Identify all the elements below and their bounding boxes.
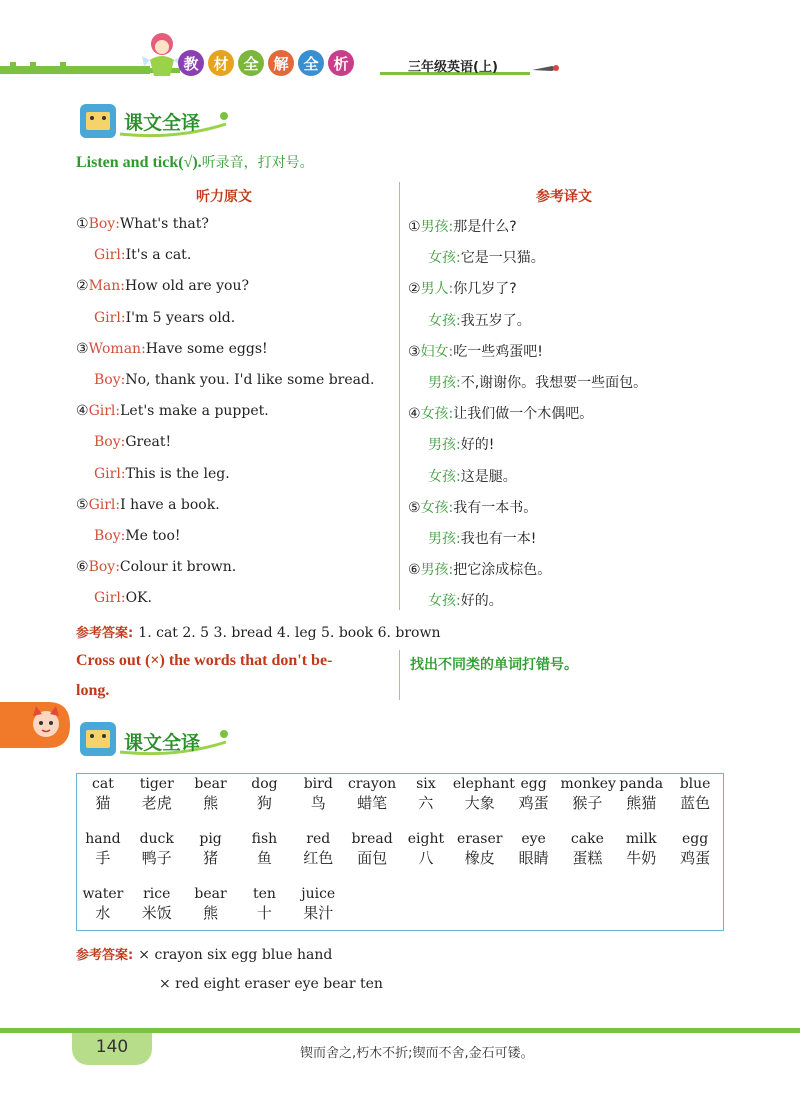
vocab-item <box>238 831 292 868</box>
item-number: ② <box>76 278 89 295</box>
vocab-word: pig <box>199 831 222 847</box>
utterance: Have some eggs! <box>145 340 268 357</box>
page-number: 140 <box>95 1037 129 1057</box>
vocab-meaning: 鸭子 <box>141 849 172 867</box>
item-number: ③ <box>76 340 89 357</box>
vocab-word: cake <box>570 831 604 847</box>
speaker: Girl: <box>88 403 121 420</box>
utterance: OK. <box>125 590 152 607</box>
vocab-word: panda <box>619 776 664 792</box>
cross-out-instruction-line1: Cross out (×) the words that don't be- <box>76 652 333 669</box>
vocab-item <box>614 776 668 813</box>
dialogue-line <box>76 341 268 357</box>
speaker-cn: 女孩: <box>428 468 461 485</box>
cross-out-instruction-cn: 找出不同类的单词打错号。 <box>410 657 578 673</box>
vocab-meaning: 猪 <box>203 849 219 867</box>
utterance: I'm 5 years old. <box>125 309 236 326</box>
utterance: Great! <box>125 434 172 451</box>
speaker-cn: 男孩: <box>420 219 454 235</box>
vocab-meaning: 手 <box>95 849 111 867</box>
translation-line <box>428 310 531 330</box>
vocab-word: ten <box>252 886 276 902</box>
side-tab-mascot <box>0 702 70 748</box>
translation-line <box>408 559 551 579</box>
column-divider <box>399 182 400 610</box>
vocab-meaning: 熊 <box>203 904 219 922</box>
vocab-word: bird <box>303 776 333 792</box>
utterance: What's that? <box>119 216 209 232</box>
vocab-item <box>76 776 130 813</box>
vocab-word: eye <box>521 831 546 847</box>
instruction-en: Listen and tick(√). <box>76 154 202 171</box>
vocab-meaning: 鸡蛋 <box>680 849 711 867</box>
answer-label-2: 参考答案: <box>76 948 134 963</box>
translation: 让我们做一个木偶吧。 <box>453 406 594 423</box>
header-stripe <box>0 62 800 76</box>
utterance: Let's make a puppet. <box>120 403 269 420</box>
vocab-word: bear <box>194 886 227 902</box>
vocab-word: blue <box>679 776 711 792</box>
vocab-meaning: 果汁 <box>303 904 334 922</box>
vocab-meaning: 熊猫 <box>626 794 657 812</box>
vocab-meaning: 鱼 <box>256 849 272 867</box>
answer-label: 参考答案: <box>76 626 134 641</box>
item-number: ③ <box>408 343 421 360</box>
translation: 你几岁了? <box>453 281 517 298</box>
translation: 不,谢谢你。我想要一些面包。 <box>460 375 648 391</box>
utterance: I have a book. <box>120 496 220 513</box>
vocab-item <box>76 831 130 868</box>
item-number: ② <box>408 281 421 298</box>
vocab-word: egg <box>681 831 709 847</box>
vocab-word: tiger <box>139 776 174 792</box>
vocab-meaning: 六 <box>418 794 434 812</box>
translation: 这是腿。 <box>460 468 517 485</box>
item-number: ④ <box>76 403 89 420</box>
translation-line <box>428 528 536 548</box>
item-number: ⑤ <box>408 499 421 516</box>
title-char: 材 <box>208 50 234 76</box>
section-title: 课文全译 <box>124 112 201 134</box>
vocab-meaning: 面包 <box>357 849 388 867</box>
speaker-cn: 男孩: <box>428 437 461 454</box>
item-number: ① <box>408 219 421 235</box>
dialogue-line <box>76 278 249 294</box>
book-title <box>178 50 354 76</box>
vocab-word: bear <box>194 776 227 792</box>
vocab-item <box>291 776 345 813</box>
vocab-meaning: 橡皮 <box>464 849 495 867</box>
translation-line <box>408 278 517 298</box>
vocab-meaning: 水 <box>95 904 111 922</box>
speaker: Boy: <box>88 216 120 232</box>
speaker-cn: 女孩: <box>428 312 461 329</box>
dialogue-line <box>94 590 152 606</box>
answer-row-1 <box>76 622 440 641</box>
dialogue-line <box>76 403 269 419</box>
speaker-cn: 男孩: <box>428 531 461 547</box>
translation: 那是什么? <box>453 219 517 235</box>
vocab-word: crayon <box>347 776 397 792</box>
vocab-word: milk <box>625 831 657 847</box>
vocab-meaning: 鸡蛋 <box>518 794 549 812</box>
speaker: Girl: <box>94 590 126 607</box>
title-char: 全 <box>298 50 324 76</box>
translation-line <box>408 403 593 423</box>
vocab-word: juice <box>301 886 336 902</box>
translation-line <box>408 497 537 517</box>
pencil-icon <box>530 62 560 74</box>
listen-instruction <box>76 152 314 172</box>
speaker: Boy: <box>94 434 126 451</box>
vocab-meaning: 米饭 <box>141 904 172 922</box>
translation: 我有一本书。 <box>453 499 538 516</box>
vocab-item <box>184 831 238 868</box>
vocab-word: fish <box>251 831 278 847</box>
answer-line-1: × crayon six egg blue hand <box>138 947 333 963</box>
vocab-meaning: 蓝色 <box>680 794 711 812</box>
speaker: Boy: <box>94 372 126 388</box>
dialogue-line <box>94 310 235 326</box>
translation: 把它涂成棕色。 <box>453 562 552 579</box>
speaker: Girl: <box>94 465 126 482</box>
vocab-meaning: 蜡笔 <box>357 794 388 812</box>
vocab-item <box>184 776 238 813</box>
vocab-item <box>130 886 184 923</box>
vocab-item <box>238 886 292 923</box>
vocab-word: duck <box>139 831 174 847</box>
utterance: It's a cat. <box>125 247 192 264</box>
vocab-meaning: 大象 <box>464 794 495 812</box>
utterance: How old are you? <box>124 278 250 295</box>
dialogue-line <box>76 497 220 513</box>
vocab-item <box>507 831 561 868</box>
dialogue-line <box>94 466 230 482</box>
answer-row-2 <box>76 944 332 963</box>
vocab-meaning: 红色 <box>303 849 334 867</box>
vocab-item <box>76 886 130 923</box>
vocab-meaning: 眼睛 <box>518 849 549 867</box>
utterance: Me too! <box>125 528 181 544</box>
vocab-meaning: 蛋糕 <box>572 849 603 867</box>
item-number: ⑤ <box>76 496 89 513</box>
speaker: Girl: <box>94 309 126 326</box>
speaker-cn: 女孩: <box>428 593 461 610</box>
title-char: 析 <box>328 50 354 76</box>
translation: 好的! <box>460 437 495 454</box>
dialogue-line <box>94 528 181 544</box>
dialogue-line <box>94 434 171 450</box>
vocab-item <box>561 831 615 868</box>
translation: 吃一些鸡蛋吧! <box>453 343 543 360</box>
translation-line <box>408 341 543 361</box>
item-number: ⑥ <box>76 559 89 576</box>
translation: 我五岁了。 <box>460 312 531 329</box>
speaker-cn: 女孩: <box>428 250 461 267</box>
col-right-title: 参考译文 <box>536 189 592 205</box>
dialogue-line <box>94 372 374 388</box>
translation: 我也有一本! <box>460 531 537 547</box>
dialogue-line <box>76 216 209 232</box>
vocab-word: water <box>82 886 124 902</box>
vocab-item <box>507 776 561 813</box>
translation-line <box>428 247 545 267</box>
section-title-2: 课文全译 <box>124 732 201 754</box>
vocab-word: monkey <box>560 776 616 792</box>
translation-line <box>428 372 647 392</box>
col-left-title: 听力原文 <box>196 189 252 205</box>
utterance: This is the leg. <box>125 465 230 482</box>
vocab-item <box>399 776 453 813</box>
vocab-item <box>453 831 507 868</box>
book-subtitle: 三年级英语(上) <box>408 60 498 75</box>
vocab-item <box>452 776 515 813</box>
speaker-cn: 男人: <box>420 281 454 298</box>
vocab-item <box>238 776 292 813</box>
vocab-item <box>345 776 399 813</box>
speaker: Girl: <box>94 247 126 264</box>
vocab-item <box>668 831 722 868</box>
vocab-item <box>184 886 238 923</box>
speaker: Woman: <box>88 340 146 357</box>
vocab-word: eight <box>407 831 445 847</box>
item-number: ④ <box>408 406 421 423</box>
title-char: 解 <box>268 50 294 76</box>
vocab-item <box>399 831 453 868</box>
vocab-meaning: 鸟 <box>310 794 326 812</box>
vocab-word: rice <box>143 886 171 902</box>
translation-line <box>428 466 517 486</box>
item-number: ⑥ <box>408 562 421 579</box>
speaker-cn: 女孩: <box>420 406 454 423</box>
vocab-item <box>345 831 399 868</box>
vocab-word: elephant <box>452 776 515 792</box>
footer-motto: 锲而舍之,朽木不折;锲而不舍,金石可镂。 <box>300 1046 534 1061</box>
vocab-item <box>130 831 184 868</box>
vocab-meaning: 老虎 <box>141 794 172 812</box>
speaker-cn: 男孩: <box>428 375 461 391</box>
instruction-cn: 听录音，打对号。 <box>201 155 314 171</box>
vocab-word: egg <box>520 776 547 792</box>
dialogue-line <box>94 247 191 263</box>
title-char: 全 <box>238 50 264 76</box>
answer-line-2: × red eight eraser eye bear ten <box>159 976 383 992</box>
item-number: ① <box>76 216 89 232</box>
vocab-item <box>291 831 345 868</box>
vocab-word: six <box>416 776 436 792</box>
speaker: Man: <box>88 278 125 295</box>
utterance: Colour it brown. <box>119 559 237 576</box>
vocab-item <box>561 776 615 813</box>
vocab-word: red <box>306 831 331 847</box>
translation-line <box>408 216 517 236</box>
vocab-word: hand <box>85 831 121 847</box>
vocab-word: bread <box>351 831 393 847</box>
speaker: Boy: <box>94 528 126 544</box>
column-divider-2 <box>399 650 400 700</box>
vocab-meaning: 八 <box>418 849 434 867</box>
speaker: Boy: <box>88 559 120 576</box>
title-char: 教 <box>178 50 204 76</box>
speaker-cn: 妇女: <box>420 343 454 360</box>
vocab-word: dog <box>251 776 278 792</box>
vocab-item <box>614 831 668 868</box>
vocab-meaning: 猫 <box>95 794 111 812</box>
vocab-meaning: 狗 <box>256 794 272 812</box>
vocab-meaning: 猴子 <box>572 794 603 812</box>
utterance: No, thank you. I'd like some bread. <box>125 372 375 388</box>
vocab-item <box>668 776 722 813</box>
translation-line <box>428 590 503 610</box>
answer-text: 1. cat 2. 5 3. bread 4. leg 5. book 6. brown <box>138 625 441 641</box>
speaker: Girl: <box>88 496 121 513</box>
cross-out-instruction-line2: long. <box>76 682 110 699</box>
speaker-cn: 男孩: <box>420 562 454 579</box>
translation-line <box>428 434 494 454</box>
dialogue-line <box>76 559 236 575</box>
vocab-item <box>291 886 345 923</box>
vocab-meaning: 十 <box>256 904 272 922</box>
vocab-item <box>130 776 184 813</box>
translation: 它是一只猫。 <box>460 250 545 267</box>
speaker-cn: 女孩: <box>420 499 454 516</box>
vocab-meaning: 牛奶 <box>626 849 657 867</box>
vocab-word: eraser <box>456 831 503 847</box>
vocab-word: cat <box>92 776 114 792</box>
translation: 好的。 <box>460 593 503 610</box>
vocab-meaning: 熊 <box>203 794 219 812</box>
